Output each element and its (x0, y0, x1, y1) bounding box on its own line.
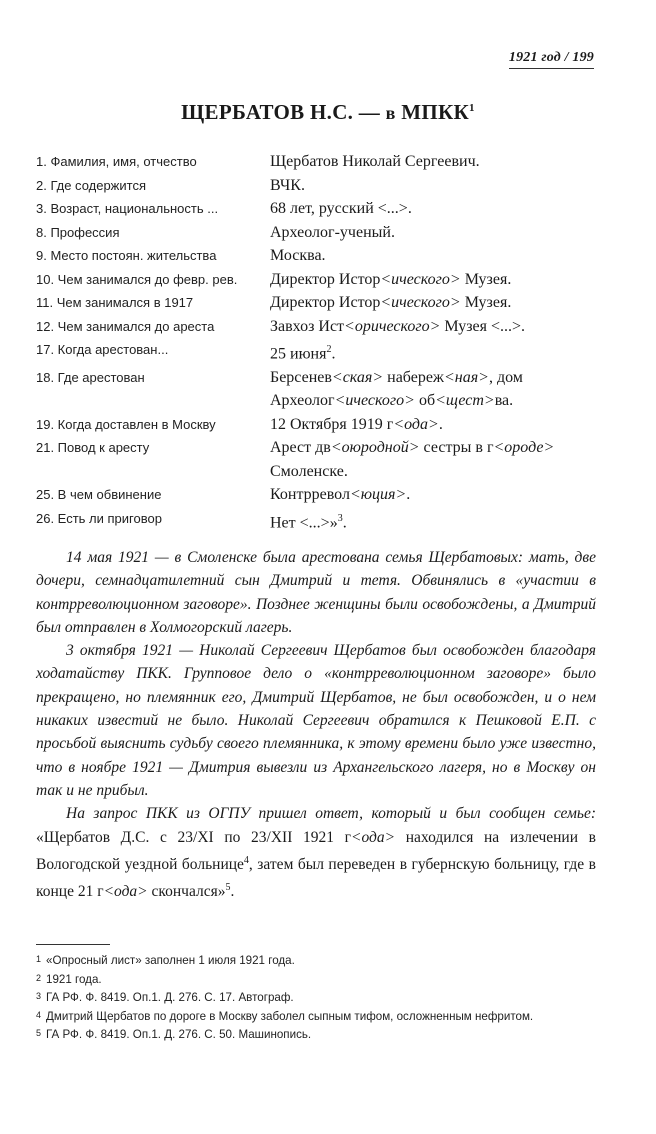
answer-line: Смоленске. (270, 462, 348, 480)
title-preposition: в (385, 103, 396, 123)
footnote-mark: 2 (36, 972, 42, 983)
question-label: 2. Где содержится (36, 177, 146, 193)
footnote-ref: 4 (243, 854, 249, 866)
answer-text: Завхоз Ист (270, 317, 345, 335)
editorial-insert: <ического> (334, 392, 415, 410)
footnote-mark: 1 (36, 954, 42, 964)
footnote (36, 989, 596, 1008)
answer-text: . (406, 486, 411, 504)
footnote (36, 952, 596, 971)
answer-line (270, 436, 596, 460)
answer-value: 68 лет, русский <...>. (270, 200, 412, 217)
editorial-insert: <ического> (380, 270, 461, 288)
quote-text: «Щербатов Д.С. с 23/XI по 23/XII 1921 г (36, 828, 352, 846)
answer-text: сестры в г (419, 439, 494, 457)
paragraph-italic: На запрос ПКК из ОГПУ пришел ответ, который и был сообщен семье: (66, 805, 596, 823)
questionnaire-row (36, 366, 596, 413)
paragraph: 14 мая 1921 — в Смоленске была арестована семья Щербатовых: мать, две дочери, семнадцатилетний сын Дмитрий и тетя. Обвинялись в «участии в контрреволюционном заговоре». Позднее женщины были освобождены, а Дмитрий был отправлен в Холмогорский лагерь. (36, 549, 596, 636)
footnote (36, 971, 596, 990)
questionnaire-row (36, 174, 596, 198)
footnote (36, 1026, 596, 1045)
editorial-insert: <ического> (380, 294, 461, 311)
question-label: 12. Чем занимался до ареста (36, 318, 215, 334)
questionnaire-row (36, 507, 596, 535)
document-title (0, 100, 656, 125)
question-label: 11. Чем занимался в 1917 (36, 295, 194, 310)
answer-value: 25 июня$^2$. (270, 344, 336, 363)
paragraph: 3 октября 1921 — Николай Сергеевич Щербатов был освобожден благодаря ходатайству ПКК. Групповое дело о «контрреволюционном заговоре» было прекращено, но племянник его, Дмитрий Щербатов, не был освобожден, и о нем никаких известий не было. Николай Сергеевич обратился к Пешковой Е.П. с просьбой выяснить судьбу своего племянника, к этому времени было уже известно, что в ноябре 1921 — Дмитрия вывезли из Архангельского лагеря, но в Москву он так и не прибыл. (36, 642, 596, 799)
questionnaire-row (36, 268, 596, 292)
question-label: 19. Когда доставлен в Москву (36, 416, 216, 432)
questionnaire-row (36, 338, 596, 366)
answer-text: Музея. (460, 270, 512, 288)
quote-text: , затем был переведен в губернскую больницу, где в конце 21 г (36, 856, 596, 901)
answer-text: об (414, 392, 436, 410)
answer-text: Музея <...>. (440, 317, 526, 335)
answer-text: Археолог (270, 392, 335, 410)
questionnaire-row (36, 221, 596, 245)
editorial-insert: <ская> (331, 368, 384, 386)
footnote-ref: 1 (469, 102, 475, 114)
answer-value (270, 413, 596, 437)
answer-text: Берсенев (270, 368, 332, 386)
answer-value (270, 436, 596, 483)
quote-text: находился на излечении в Вологодской уездной больнице (36, 828, 596, 874)
footnote-ref: 2 (326, 344, 332, 355)
answer-text: Директор Истор (270, 270, 381, 288)
question-label: 17. Когда арестован... (36, 342, 169, 357)
answer-value: ВЧК. (270, 176, 305, 194)
question-label: 10. Чем занимался до февр. рев. (36, 271, 238, 287)
footnote-ref: 3 (337, 512, 343, 524)
editorial-insert: <ода> (351, 828, 396, 846)
answer-text: . (438, 415, 443, 433)
answer-value (270, 483, 596, 507)
answer-value: Щербатов Николай Сергеевич. (270, 153, 480, 170)
narrative-text (36, 546, 596, 904)
questionnaire-row (36, 244, 596, 268)
questionnaire-row (36, 315, 596, 339)
footnote-text: ГА РФ. Ф. 8419. Оп.1. Д. 276. С. 50. Машинопись. (46, 1028, 312, 1042)
question-label: 21. Повод к аресту (36, 440, 150, 456)
question-label: 8. Профессия (36, 224, 120, 240)
answer-value (270, 315, 596, 339)
question-label: 18. Где арестован (36, 369, 145, 385)
answer-text: Директор Истор (270, 294, 381, 311)
editorial-insert: <юция> (349, 486, 407, 504)
questionnaire-row (36, 483, 596, 507)
quote-text: скончался» (147, 883, 226, 901)
question-label: 26. Есть ли приговор (36, 510, 162, 526)
quote-text: . (230, 883, 235, 901)
footnote-mark: 3 (36, 991, 42, 1002)
editorial-insert: <ода> (393, 415, 439, 433)
questionnaire-row (36, 436, 596, 483)
footnote-text: Дмитрий Щербатов по дороге в Москву заболел сыпным тифом, осложненным нефритом. (46, 1009, 534, 1023)
answer-line (270, 389, 596, 413)
answer-text: Контрревол (270, 486, 350, 504)
editorial-insert: <оюродной> (330, 439, 420, 457)
footnote-text: «Опросный лист» заполнен 1 июля 1921 года. (46, 954, 295, 967)
answer-text: Нет <...>» (270, 514, 338, 532)
editorial-insert: <щест> (435, 392, 495, 410)
editorial-insert: <ороде> (493, 439, 555, 457)
answer-value (270, 366, 596, 413)
answer-value: Москва. (270, 247, 326, 264)
answer-value (270, 268, 596, 292)
answer-text: Музея. (460, 294, 512, 311)
editorial-insert: <орического> (344, 317, 441, 335)
answer-value: Археолог-ученый. (270, 223, 395, 241)
answer-line (270, 366, 596, 390)
question-label: 1. Фамилия, имя, отчество (36, 154, 197, 169)
title-end: МПКК (395, 100, 470, 124)
running-header: 1921 год / 199 (509, 50, 594, 69)
question-label: 3. Возраст, национальность ... (36, 201, 219, 216)
answer-value (270, 291, 596, 315)
footnotes (36, 952, 596, 1045)
editorial-insert: <ная> (443, 368, 489, 386)
footnote-mark: 5 (36, 1028, 42, 1039)
footnote-divider (36, 944, 110, 945)
title-main: ЩЕРБАТОВ Н.С. — (181, 100, 386, 124)
footnote-mark: 4 (36, 1009, 42, 1020)
questionnaire-table (36, 150, 596, 535)
footnote-text: 1921 года. (46, 972, 102, 986)
questionnaire-row (36, 197, 596, 221)
questionnaire-row (36, 150, 596, 174)
answer-text: 25 июня (270, 345, 327, 363)
answer-text: Арест дв (270, 439, 331, 457)
footnote (36, 1008, 596, 1027)
editorial-insert: <ода> (103, 883, 148, 901)
questionnaire-row (36, 291, 596, 315)
question-label: 9. Место постоян. жительства (36, 248, 217, 263)
footnote-ref: 5 (225, 882, 231, 894)
footnote-text: ГА РФ. Ф. 8419. Оп.1. Д. 276. С. 17. Автограф. (46, 991, 294, 1005)
answer-text: набереж (383, 368, 444, 386)
questionnaire-row (36, 413, 596, 437)
question-label: 25. В чем обвинение (36, 487, 162, 503)
answer-text: , дом (488, 368, 523, 386)
answer-text: ва. (494, 392, 514, 410)
paragraph (36, 802, 596, 904)
answer-value: Нет <...>»$^3$. (270, 512, 347, 532)
answer-text: 12 Октября 1919 г (270, 415, 394, 433)
